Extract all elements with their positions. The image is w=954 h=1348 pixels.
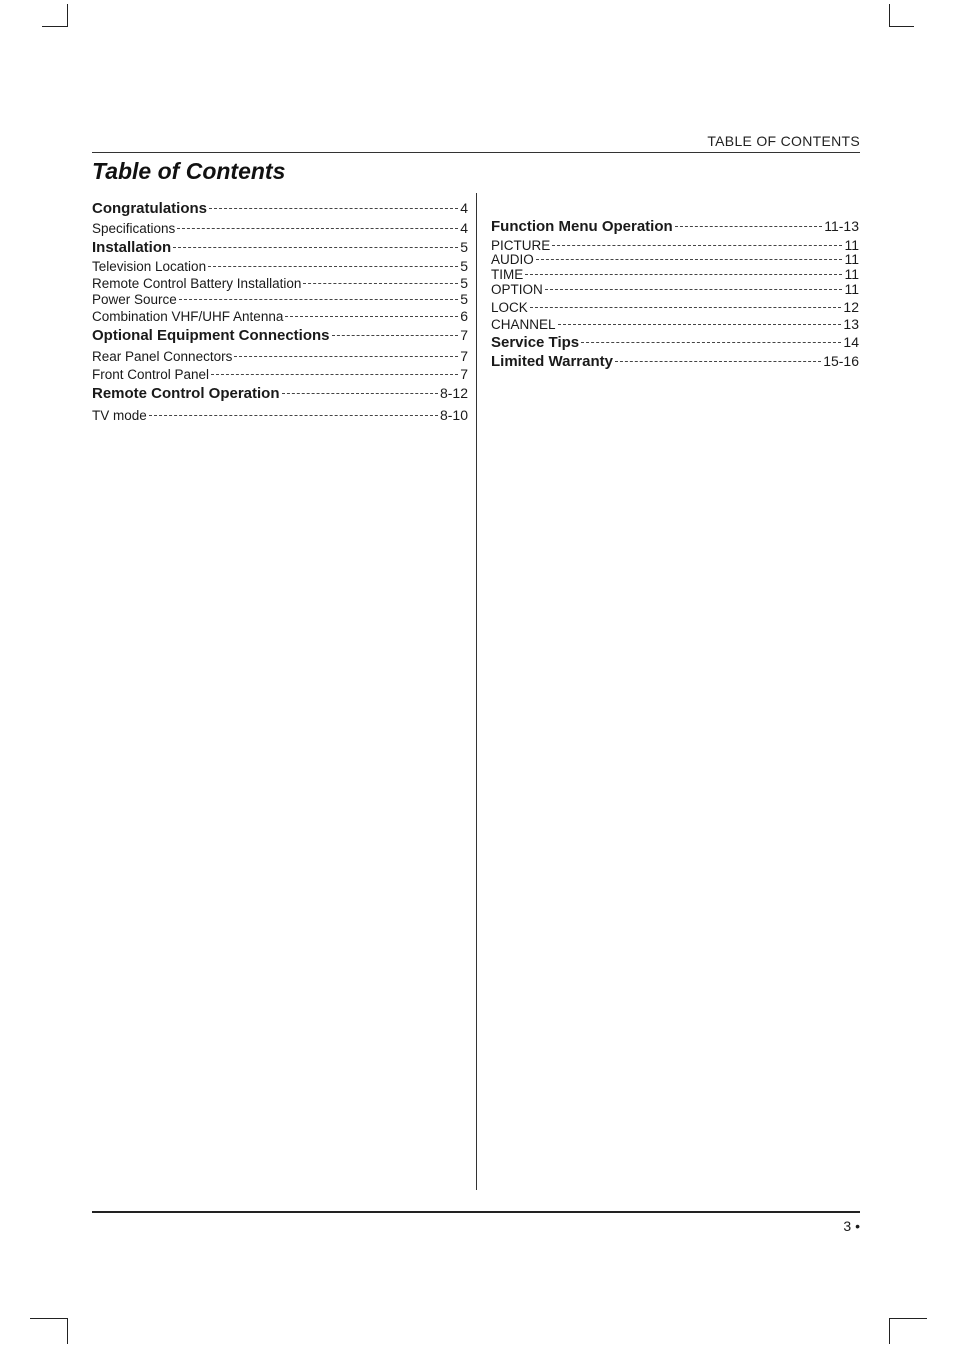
toc-entry (92, 291, 468, 308)
toc-dot-leader (545, 289, 843, 290)
toc-entry-label: CHANNEL (491, 317, 556, 332)
toc-entry-page: 5 (460, 258, 468, 274)
toc-entry (491, 218, 859, 237)
toc-right-column (491, 218, 859, 373)
toc-entry (92, 327, 468, 348)
toc-entry-label: Function Menu Operation (491, 218, 673, 235)
toc-entry-page: 15-16 (823, 353, 859, 369)
crop-mark (42, 26, 68, 27)
toc-entry-label: OPTION (491, 282, 543, 297)
toc-entry (92, 385, 468, 407)
toc-entry-label: Installation (92, 239, 172, 256)
toc-entry (491, 353, 859, 373)
toc-entry-label: Power Source (92, 292, 177, 307)
toc-dot-leader (581, 342, 841, 343)
toc-entry-label: Rear Panel Connectors (92, 349, 233, 364)
toc-entry (92, 308, 468, 327)
toc-entry-label: TV mode (92, 408, 147, 423)
toc-entry-label: Combination VHF/UHF Antenna (92, 309, 284, 324)
toc-entry-page: 12 (843, 299, 859, 315)
toc-entry-label: LOCK (491, 300, 528, 315)
toc-entry-page: 5 (460, 239, 468, 255)
toc-entry-label: Specifications (92, 221, 176, 236)
toc-entry-label: TIME (491, 267, 524, 282)
toc-entry (491, 237, 859, 251)
toc-entry-page: 11 (844, 251, 859, 267)
page-number: 3 • (843, 1218, 860, 1234)
toc-entry (491, 281, 859, 299)
toc-entry-page: 4 (460, 200, 468, 216)
toc-entry-page: 11 (844, 281, 859, 297)
toc-left-column (92, 200, 468, 427)
toc-entry-label: Television Location (92, 259, 207, 274)
toc-entry (92, 275, 468, 291)
toc-entry-label: Congratulations (92, 200, 207, 217)
toc-dot-leader (552, 245, 842, 246)
toc-entry (92, 366, 468, 385)
toc-entry (92, 220, 468, 239)
toc-entry-page: 7 (460, 327, 468, 343)
toc-entry-page: 11 (844, 266, 859, 282)
toc-entry (92, 258, 468, 275)
toc-entry-label: AUDIO (491, 252, 534, 267)
toc-entry-page: 13 (843, 316, 859, 332)
toc-dot-leader (675, 226, 823, 227)
toc-entry-label: Optional Equipment Connections (92, 327, 330, 344)
toc-dot-leader (536, 259, 843, 260)
toc-dot-leader (615, 361, 821, 362)
crop-mark (30, 1318, 68, 1319)
toc-entry-page: 7 (460, 348, 468, 364)
toc-entry (92, 407, 468, 427)
toc-dot-leader (282, 393, 438, 394)
toc-entry-page: 14 (843, 334, 859, 350)
toc-entry-page: 5 (460, 291, 468, 307)
toc-entry (491, 299, 859, 316)
running-header: TABLE OF CONTENTS (707, 133, 860, 149)
crop-mark (889, 1318, 890, 1344)
toc-entry-label: PICTURE (491, 238, 551, 253)
toc-entry-page: 8-10 (439, 407, 468, 423)
toc-dot-leader (149, 415, 438, 416)
toc-entry-page: 8-12 (439, 385, 468, 401)
toc-dot-leader (558, 324, 842, 325)
toc-entry (491, 334, 859, 353)
toc-entry (92, 200, 468, 220)
toc-dot-leader (303, 283, 458, 284)
toc-dot-leader (525, 274, 842, 275)
column-divider (476, 193, 477, 1190)
crop-mark (67, 4, 68, 26)
toc-entry-label: Remote Control Battery Installation (92, 276, 302, 291)
crop-mark (889, 4, 890, 26)
footer-rule (92, 1211, 860, 1213)
toc-dot-leader (285, 316, 458, 317)
toc-entry-label: Front Control Panel (92, 367, 210, 382)
toc-entry-page: 7 (460, 366, 468, 382)
toc-entry (92, 348, 468, 366)
toc-entry-page: 11 (844, 237, 859, 253)
toc-dot-leader (234, 356, 458, 357)
toc-entry-label: Remote Control Operation (92, 385, 280, 402)
header-rule (92, 152, 860, 153)
toc-dot-leader (332, 335, 459, 336)
toc-entry (491, 251, 859, 266)
toc-entry-label: Service Tips (491, 334, 580, 351)
toc-entry (491, 316, 859, 334)
toc-entry-page: 5 (460, 275, 468, 291)
toc-dot-leader (179, 299, 458, 300)
toc-dot-leader (209, 208, 458, 209)
toc-entry-page: 4 (460, 220, 468, 236)
page-title: Table of Contents (92, 158, 286, 184)
crop-mark (889, 1318, 927, 1319)
toc-entry (92, 239, 468, 258)
toc-entry (491, 266, 859, 281)
toc-dot-leader (177, 228, 458, 229)
crop-mark (889, 26, 914, 27)
crop-mark (67, 1318, 68, 1344)
toc-dot-leader (208, 266, 458, 267)
toc-entry-label: Limited Warranty (491, 353, 613, 370)
toc-dot-leader (530, 307, 842, 308)
toc-dot-leader (173, 247, 458, 248)
toc-entry-page: 11-13 (824, 218, 859, 234)
toc-entry-page: 6 (460, 308, 468, 324)
toc-dot-leader (211, 374, 458, 375)
